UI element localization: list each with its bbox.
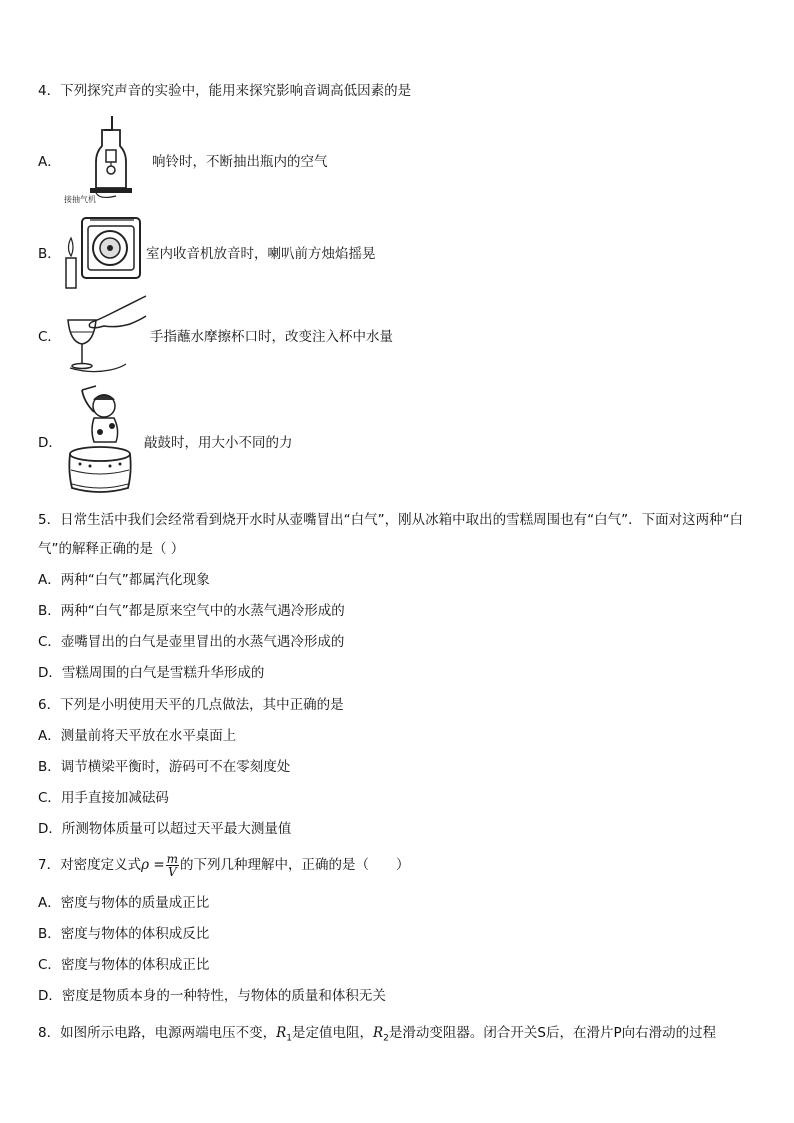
question-6-stem: 6．下列是小明使用天平的几点做法，其中正确的是 — [38, 697, 344, 713]
option-letter: B． — [38, 926, 61, 942]
fraction-numerator: m — [166, 851, 179, 866]
q8-part-1: 8．如图所示电路，电源两端电压不变， — [38, 1025, 277, 1041]
option-text: 两种“白气”都属汽化现象 — [60, 572, 210, 588]
option-letter: D． — [38, 435, 62, 451]
q4-option-c[interactable] — [38, 294, 393, 376]
option-text: 密度与物体的体积成反比 — [60, 926, 210, 942]
radio-candle-icon — [60, 212, 144, 292]
option-letter: A． — [38, 572, 61, 588]
option-text: 雪糕周围的白气是雪糕升华形成的 — [61, 665, 265, 681]
option-letter: D． — [38, 665, 62, 681]
q6-option-d[interactable] — [38, 820, 291, 838]
option-text: 手指蘸水摩擦杯口时，改变注入杯中水量 — [150, 329, 393, 345]
fraction-denominator: V — [168, 864, 177, 879]
r1-symbol: R — [276, 1025, 287, 1041]
q5-option-d[interactable] — [38, 664, 264, 682]
q4-option-a[interactable] — [38, 112, 328, 208]
q5-option-b[interactable] — [38, 602, 345, 620]
option-text: 密度是物质本身的一种特性，与物体的质量和体积无关 — [61, 988, 386, 1004]
option-text: 响铃时，不断抽出瓶内的空气 — [152, 154, 328, 170]
option-text: 密度与物体的体积成正比 — [60, 957, 210, 973]
option-letter: C． — [38, 957, 61, 973]
q5-option-a[interactable] — [38, 571, 210, 589]
density-formula-lhs: ρ = — [141, 857, 165, 873]
question-4-stem: 4．下列探究声音的实验中，能用来探究影响音调高低因素的是 — [38, 83, 412, 99]
q4-option-d[interactable] — [38, 384, 293, 498]
option-letter: C． — [38, 329, 61, 345]
option-text: 调节横梁平衡时，游码可不在零刻度处 — [60, 759, 291, 775]
option-text: 测量前将天平放在水平桌面上 — [60, 728, 237, 744]
option-text: 所测物体质量可以超过天平最大测量值 — [61, 821, 292, 837]
option-text: 室内收音机放音时，喇叭前方烛焰摇晃 — [146, 246, 376, 262]
option-text: 两种“白气”都是原来空气中的水蒸气遇冷形成的 — [60, 603, 345, 619]
q7-option-b[interactable] — [38, 925, 209, 943]
r1-subscript: 1 — [286, 1033, 292, 1044]
option-letter: C． — [38, 634, 61, 650]
option-letter: A． — [38, 728, 61, 744]
bell-jar-icon — [60, 112, 150, 208]
option-letter: D． — [38, 988, 62, 1004]
question-5-stem-line-2: 气”的解释正确的是（ ） — [38, 541, 185, 557]
q6-option-a[interactable] — [38, 727, 236, 745]
r2-subscript: 2 — [383, 1033, 389, 1044]
wine-glass-finger-icon — [60, 294, 148, 376]
question-5-stem-line-1: 5．日常生活中我们会经常看到烧开水时从壶嘴冒出“白气”，刚从冰箱中取出的雪糕周围也有“白气”．下面对这两种“白 — [38, 512, 744, 528]
q4-option-b[interactable] — [38, 212, 376, 292]
option-letter: B． — [38, 759, 61, 775]
q5-option-c[interactable] — [38, 633, 344, 651]
question-8-stem — [38, 1024, 716, 1048]
q6-option-b[interactable] — [38, 758, 290, 776]
q6-option-c[interactable] — [38, 789, 169, 807]
option-text: 用手直接加减砝码 — [60, 790, 169, 806]
option-letter: A． — [38, 895, 61, 911]
q7-stem-before: 7．对密度定义式 — [38, 857, 142, 873]
option-text: 敲鼓时，用大小不同的力 — [144, 435, 293, 451]
question-7-stem — [38, 852, 410, 878]
option-letter: C． — [38, 790, 61, 806]
q7-option-a[interactable] — [38, 894, 209, 912]
drummer-icon — [60, 384, 142, 498]
option-letter: A． — [38, 154, 61, 170]
option-text: 密度与物体的质量成正比 — [60, 895, 210, 911]
option-text: 壶嘴冒出的白气是壶里冒出的水蒸气遇冷形成的 — [60, 634, 345, 650]
q7-option-d[interactable] — [38, 987, 386, 1005]
density-fraction — [166, 853, 179, 878]
option-letter: B． — [38, 603, 61, 619]
option-letter: D． — [38, 821, 62, 837]
bell-jar-caption: 接抽气机 — [64, 195, 96, 204]
option-letter: B． — [38, 246, 61, 262]
q7-option-c[interactable] — [38, 956, 209, 974]
q8-part-2: 是定值电阻， — [292, 1025, 373, 1041]
q7-stem-after: 的下列几种理解中，正确的是（ ） — [180, 857, 410, 873]
r2-symbol: R — [373, 1025, 384, 1041]
q8-part-3: 是滑动变阻器。闭合开关S后，在滑片P向右滑动的过程 — [388, 1025, 717, 1041]
